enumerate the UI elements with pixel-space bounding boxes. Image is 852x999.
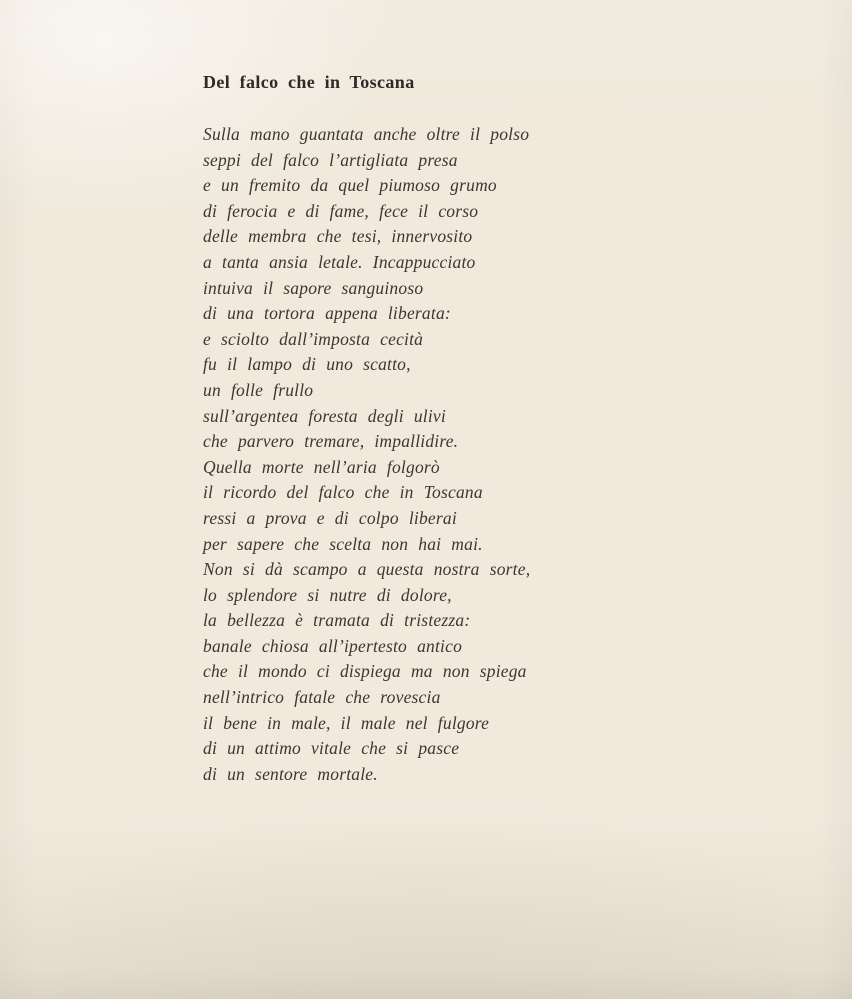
poem-line: sull’argentea foresta degli ulivi (203, 405, 446, 426)
poem-line: di un attimo vitale che si pasce (203, 738, 460, 759)
poem-line: che il mondo ci dispiega ma non spiega (203, 661, 527, 682)
poem-line: che parvero tremare, impallidire. (203, 431, 459, 452)
poem-line: il ricordo del falco che in Toscana (203, 482, 483, 503)
poem-line: e un fremito da quel piumoso grumo (203, 175, 497, 196)
poem-line: Non si dà scampo a questa nostra sorte, (203, 559, 531, 580)
poem-line: a tanta ansia letale. Incappucciato (203, 251, 476, 272)
poem-line: Quella morte nell’aria folgorò (203, 456, 440, 477)
poem-line: un folle frullo (203, 379, 314, 400)
poem-line: di una tortora appena liberata: (203, 303, 451, 324)
poem-line: il bene in male, il male nel fulgore (203, 712, 490, 733)
poem-line: e sciolto dall’imposta cecità (203, 328, 424, 349)
poem-line: fu il lampo di uno scatto, (203, 354, 411, 375)
poem-line: di ferocia e di fame, fece il corso (203, 200, 479, 221)
poem-body (203, 122, 623, 787)
poem-line: la bellezza è tramata di tristezza: (203, 610, 471, 631)
poem-line: per sapere che scelta non hai mai. (203, 533, 483, 554)
poem-line: seppi del falco l’artigliata presa (203, 149, 458, 170)
poem-title: Del falco che in Toscana (203, 72, 415, 92)
poem-line: intuiva il sapore sanguinoso (203, 277, 424, 298)
poem-line: lo splendore si nutre di dolore, (203, 584, 452, 605)
poem-line: ressi a prova e di colpo liberai (203, 507, 457, 528)
poem-line: Sulla mano guantata anche oltre il polso (203, 124, 530, 144)
poem-block (203, 72, 623, 787)
poem-line: di un sentore mortale. (203, 763, 378, 784)
poem-line: banale chiosa all’ipertesto antico (203, 635, 463, 656)
poem-line: delle membra che tesi, innervosito (203, 226, 473, 247)
poem-line: nell’intrico fatale che rovescia (203, 687, 441, 708)
